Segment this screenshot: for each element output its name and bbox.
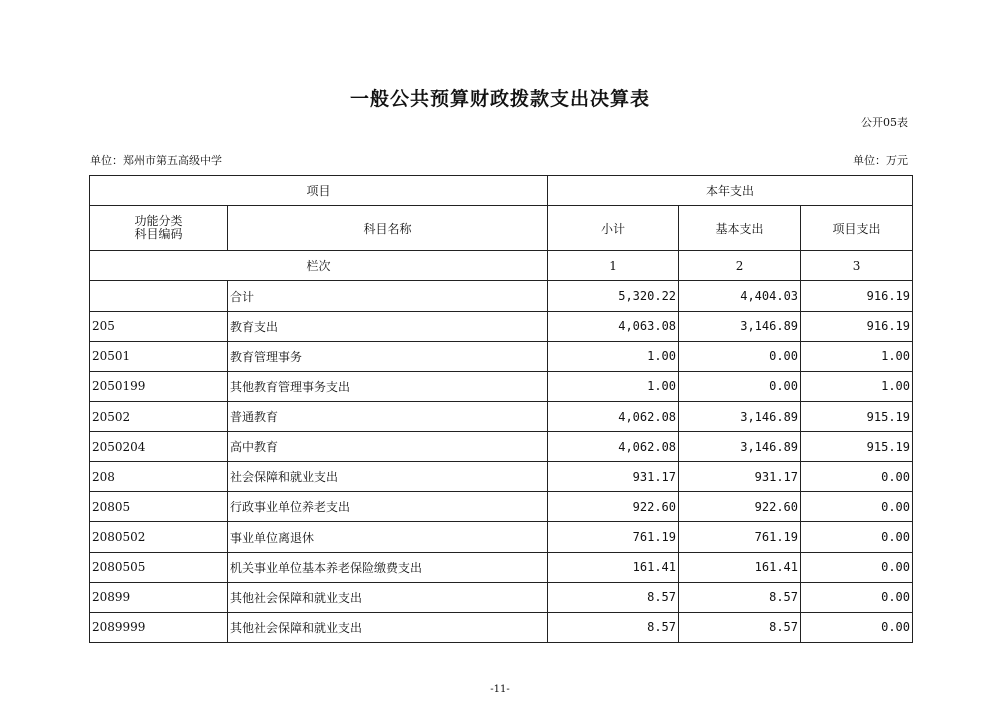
subtotal-value: 1.00 <box>548 371 679 401</box>
subtotal-value: 8.57 <box>548 612 679 642</box>
subtotal-value: 1.00 <box>548 341 679 371</box>
subject-name: 社会保障和就业支出 <box>228 462 548 492</box>
header-project-expenditure: 项目支出 <box>801 206 913 251</box>
header-basic-expenditure: 基本支出 <box>679 206 801 251</box>
subject-code: 20899 <box>90 582 228 612</box>
page-number: -11- <box>490 684 510 695</box>
basic-expenditure-value: 3,146.89 <box>679 311 801 341</box>
basic-expenditure-value: 931.17 <box>679 462 801 492</box>
project-expenditure-value: 916.19 <box>801 281 913 311</box>
header-col-1: 1 <box>548 251 679 281</box>
subtotal-value: 931.17 <box>548 462 679 492</box>
table-row <box>90 492 913 522</box>
project-expenditure-value: 0.00 <box>801 552 913 582</box>
subject-name: 行政事业单位养老支出 <box>228 492 548 522</box>
subject-name: 其他教育管理事务支出 <box>228 371 548 401</box>
header-row-1 <box>90 176 913 206</box>
subject-name: 其他社会保障和就业支出 <box>228 582 548 612</box>
basic-expenditure-value: 3,146.89 <box>679 401 801 431</box>
subtotal-value: 5,320.22 <box>548 281 679 311</box>
table-row <box>90 281 913 311</box>
subject-name: 高中教育 <box>228 432 548 462</box>
header-row-3 <box>90 251 913 281</box>
subject-code: 205 <box>90 311 228 341</box>
project-expenditure-value: 915.19 <box>801 432 913 462</box>
subject-name: 合计 <box>228 281 548 311</box>
basic-expenditure-value: 922.60 <box>679 492 801 522</box>
basic-expenditure-value: 0.00 <box>679 371 801 401</box>
basic-expenditure-value: 4,404.03 <box>679 281 801 311</box>
subtotal-value: 8.57 <box>548 582 679 612</box>
subject-name: 教育支出 <box>228 311 548 341</box>
table-row <box>90 401 913 431</box>
subject-code: 2080502 <box>90 522 228 552</box>
header-subtotal: 小计 <box>548 206 679 251</box>
header-col-3: 3 <box>801 251 913 281</box>
project-expenditure-value: 0.00 <box>801 492 913 522</box>
table-row <box>90 371 913 401</box>
subtotal-value: 761.19 <box>548 522 679 552</box>
header-col-2: 2 <box>679 251 801 281</box>
subject-name: 其他社会保障和就业支出 <box>228 612 548 642</box>
function-class-line1: 功能分类 <box>134 214 183 229</box>
project-expenditure-value: 916.19 <box>801 311 913 341</box>
table-row <box>90 432 913 462</box>
header-project: 项目 <box>90 176 548 206</box>
header-subject-name: 科目名称 <box>228 206 548 251</box>
subject-code: 208 <box>90 462 228 492</box>
subtotal-value: 4,062.08 <box>548 432 679 462</box>
subtotal-value: 161.41 <box>548 552 679 582</box>
basic-expenditure-value: 761.19 <box>679 522 801 552</box>
header-row-2 <box>90 206 913 251</box>
table-row <box>90 612 913 642</box>
subtotal-value: 4,063.08 <box>548 311 679 341</box>
table-row <box>90 552 913 582</box>
header-current-year: 本年支出 <box>548 176 913 206</box>
header-function-class <box>90 206 228 251</box>
project-expenditure-value: 0.00 <box>801 462 913 492</box>
subject-code: 2080505 <box>90 552 228 582</box>
form-number: 公开05表 <box>861 116 908 129</box>
basic-expenditure-value: 8.57 <box>679 582 801 612</box>
project-expenditure-value: 1.00 <box>801 371 913 401</box>
reporting-unit: 单位：郑州市第五高级中学 <box>90 154 222 167</box>
subject-name: 机关事业单位基本养老保险缴费支出 <box>228 552 548 582</box>
basic-expenditure-value: 3,146.89 <box>679 432 801 462</box>
project-expenditure-value: 0.00 <box>801 612 913 642</box>
table-row <box>90 462 913 492</box>
report-title: 一般公共预算财政拨款支出决算表 <box>349 88 650 110</box>
header-column-order: 栏次 <box>90 251 548 281</box>
table-row <box>90 522 913 552</box>
subject-code: 20501 <box>90 341 228 371</box>
subject-code <box>90 281 228 311</box>
subject-name: 教育管理事务 <box>228 341 548 371</box>
basic-expenditure-value: 161.41 <box>679 552 801 582</box>
subject-name: 事业单位离退休 <box>228 522 548 552</box>
subject-code: 2089999 <box>90 612 228 642</box>
project-expenditure-value: 0.00 <box>801 582 913 612</box>
project-expenditure-value: 915.19 <box>801 401 913 431</box>
subject-code: 20502 <box>90 401 228 431</box>
subject-code: 2050204 <box>90 432 228 462</box>
currency-unit: 单位：万元 <box>853 154 908 167</box>
table-row <box>90 341 913 371</box>
basic-expenditure-value: 0.00 <box>679 341 801 371</box>
basic-expenditure-value: 8.57 <box>679 612 801 642</box>
function-class-line2: 科目编码 <box>134 227 183 242</box>
project-expenditure-value: 1.00 <box>801 341 913 371</box>
subtotal-value: 922.60 <box>548 492 679 522</box>
table-row <box>90 311 913 341</box>
subject-code: 2050199 <box>90 371 228 401</box>
subject-name: 普通教育 <box>228 401 548 431</box>
subject-code: 20805 <box>90 492 228 522</box>
table-row <box>90 582 913 612</box>
expenditure-table <box>89 175 913 643</box>
project-expenditure-value: 0.00 <box>801 522 913 552</box>
subtotal-value: 4,062.08 <box>548 401 679 431</box>
